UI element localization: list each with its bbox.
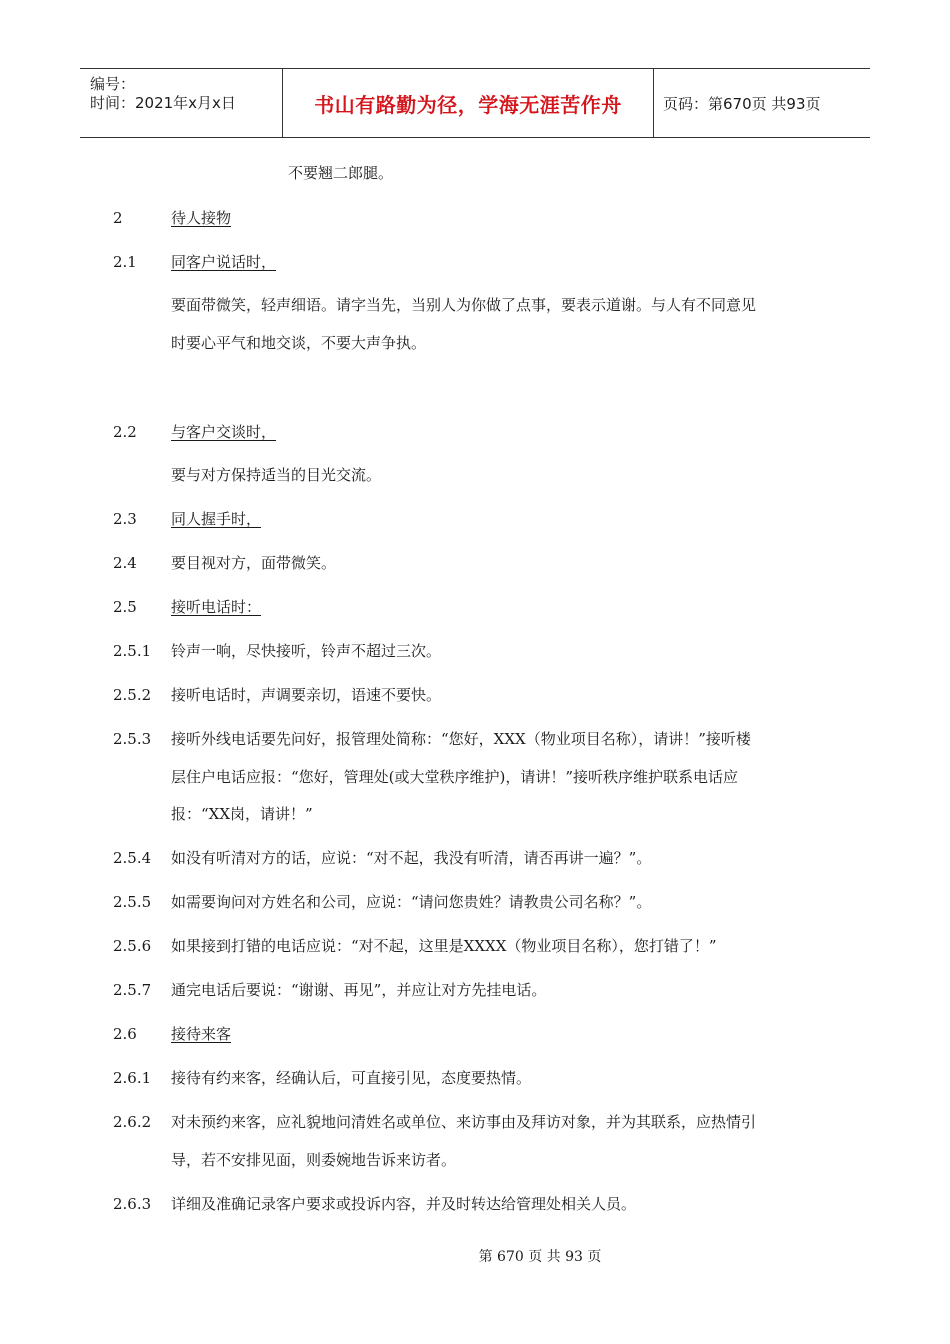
page-header [80, 68, 870, 138]
text-line: 详细及准确记录客户要求或投诉内容，并及时转达给管理处相关人员。 [171, 1195, 637, 1213]
section-number: 2.4 [113, 554, 137, 572]
header-motto: 书山有路勤为径，学海无涯苦作舟 [314, 92, 622, 117]
header-meta [80, 69, 282, 137]
text-line: 导，若不安排见面，则委婉地告诉来访者。 [171, 1151, 457, 1169]
section-number: 2.5.5 [113, 893, 152, 911]
text-line: 要目视对方，面带微笑。 [171, 554, 337, 572]
section-number: 2.6.3 [113, 1195, 152, 1213]
section-number: 2.5.1 [113, 642, 152, 660]
text-line: 接听外线电话要先问好，报管理处简称：“您好，XXX（物业项目名称），请讲！”接听楼 [171, 730, 751, 748]
text-line: 层住户电话应报：“您好，管理处(或大堂秩序维护)，请讲！”接听秩序维护联系电话应 [171, 768, 739, 786]
text-line: 如果接到打错的电话应说：“对不起，这里是XXXX（物业项目名称），您打错了！” [171, 937, 717, 955]
date-label: 时间：2021年x月x日 [90, 94, 236, 112]
text-line: 对未预约来客，应礼貌地问清姓名或单位、来访事由及拜访对象，并为其联系，应热情引 [171, 1113, 757, 1131]
section-number: 2.6.1 [113, 1069, 152, 1087]
section-number: 2.3 [113, 510, 137, 528]
section-heading: 接听电话时： [171, 598, 262, 616]
section-heading: 接待来客 [171, 1025, 232, 1043]
section-heading: 同客户说话时， [171, 253, 277, 271]
text-line: 要与对方保持适当的目光交流。 [171, 466, 382, 484]
text-line: 如没有听清对方的话，应说：“对不起，我没有听清，请否再讲一遍？”。 [171, 849, 652, 867]
text-line: 如需要询问对方姓名和公司，应说：“请问您贵姓？请教贵公司名称？”。 [171, 893, 652, 911]
text-line: 接待有约来客，经确认后，可直接引见，态度要热情。 [171, 1069, 532, 1087]
section-number: 2.5.3 [113, 730, 152, 748]
text-line: 报：“XX岗，请讲！” [171, 805, 313, 823]
section-number: 2.5.6 [113, 937, 152, 955]
section-number: 2.2 [113, 423, 137, 441]
text-line: 时要心平气和地交谈，不要大声争执。 [171, 334, 427, 352]
section-number: 2.5.4 [113, 849, 152, 867]
text-line: 要面带微笑，轻声细语。请字当先，当别人为你做了点事，要表示道谢。与人有不同意见 [171, 296, 757, 314]
section-number: 2.6.2 [113, 1113, 152, 1131]
text-line: 铃声一响，尽快接听，铃声不超过三次。 [171, 642, 442, 660]
section-number: 2 [113, 209, 123, 227]
section-heading: 待人接物 [171, 209, 232, 227]
header-page-code: 页码：第670页 共93页 [663, 94, 821, 113]
text-line: 接听电话时，声调要亲切，语速不要快。 [171, 686, 442, 704]
section-number: 2.6 [113, 1025, 137, 1043]
header-motto-cell [282, 69, 654, 137]
text-line: 不要翘二郎腿。 [288, 164, 394, 182]
text-line: 通完电话后要说：“谢谢、再见”，并应让对方先挂电话。 [171, 981, 547, 999]
serial-label: 编号： [90, 75, 136, 93]
section-number: 2.5.7 [113, 981, 152, 999]
section-number: 2.1 [113, 253, 137, 271]
section-heading: 同人握手时， [171, 510, 262, 528]
section-number: 2.5 [113, 598, 137, 616]
section-number: 2.5.2 [113, 686, 152, 704]
page-footer: 第 670 页 共 93 页 [478, 1249, 602, 1265]
section-heading: 与客户交谈时， [171, 423, 277, 441]
